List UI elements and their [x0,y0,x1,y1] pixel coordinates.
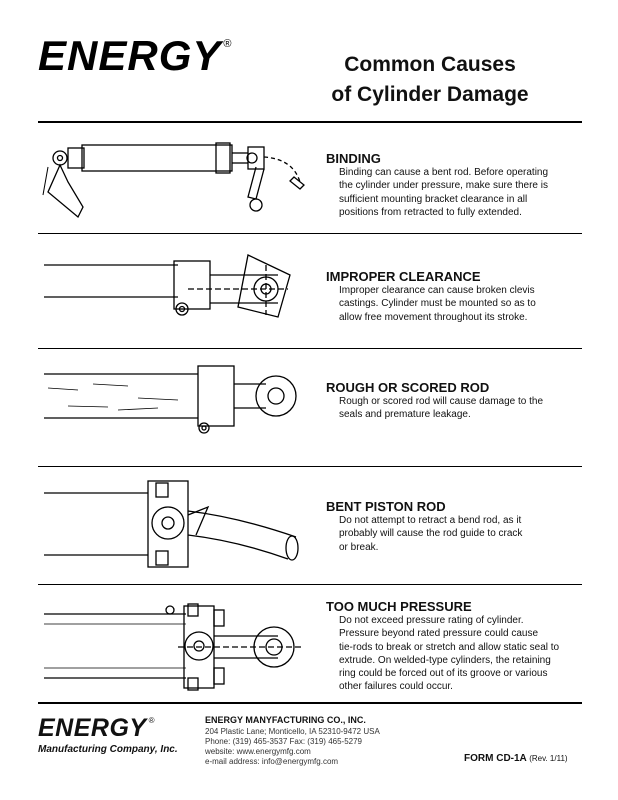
section-divider [38,233,582,234]
footer-logo [38,714,155,743]
header-divider [38,121,582,123]
section-body-rough-rod [339,395,577,422]
clearance-illustration [38,245,318,325]
text-line: or break. [339,541,379,553]
logo-text: ENERGY [38,32,222,79]
text-line: sufficient mounting bracket clearance in all [339,193,528,205]
registered-mark: ® [223,38,233,50]
section-body-too-much-pressure [339,614,577,694]
title-line-1: Common Causes [344,53,516,76]
rough-rod-illustration [38,358,318,440]
section-divider [38,348,582,349]
company-phone: Phone: (319) 465-3537 Fax: (319) 465-5279 [205,737,362,746]
bent-rod-illustration [38,475,318,575]
section-body-binding [339,166,577,219]
section-title-improper-clearance: IMPROPER CLEARANCE [326,269,481,284]
section-title-binding: BINDING [326,151,381,166]
text-line: seals and premature leakage. [339,409,471,421]
text-line: the cylinder under pressure, make sure there is [339,180,548,192]
footer-subtitle: Manufacturing Company, Inc. [38,744,178,755]
section-title-rough-rod: ROUGH OR SCORED ROD [326,380,490,395]
text-line: Do not attempt to retract a bend rod, as it [339,515,522,526]
footer-divider [38,702,582,704]
footer-registered-mark: ® [148,716,155,725]
text-line: extrude. On welded-type cylinders, the retaining [339,654,551,666]
text-line: Do not exceed pressure rating of cylinder. [339,615,524,626]
text-line: other failures could occur. [339,681,453,693]
text-line: Binding can cause a bent rod. Before operating [339,167,549,178]
section-divider [38,584,582,585]
section-body-bent-rod [339,514,577,554]
form-revision: (Rev. 1/11) [529,754,568,763]
company-website[interactable]: website: www.energymfg.com [205,747,311,756]
text-line: allow free movement throughout its stroke. [339,311,528,323]
text-line: Pressure beyond rated pressure could cause [339,628,539,640]
pressure-illustration [38,594,318,694]
section-body-improper-clearance [339,284,577,324]
section-title-bent-rod: BENT PISTON ROD [326,499,446,514]
section-divider [38,466,582,467]
text-line: castings. Cylinder must be mounted so as to [339,298,536,310]
document-title [290,50,570,110]
text-line: Improper clearance can cause broken clevis [339,285,535,296]
form-code [464,753,568,764]
company-name: ENERGY MANYFACTURING CO., INC. [205,715,366,725]
company-email[interactable]: e-mail address: info@energymfg.com [205,757,339,766]
title-line-2: of Cylinder Damage [331,83,529,106]
text-line: ring could be forced out of its groove or various [339,668,548,680]
text-line: probably will cause the rod guide to crack [339,528,523,540]
text-line: positions from retracted to fully extended. [339,206,522,218]
text-line: Rough or scored rod will cause damage to the [339,396,544,407]
form-number: FORM CD-1A [464,753,527,764]
brand-logo [38,32,232,80]
section-title-too-much-pressure: TOO MUCH PRESSURE [326,599,472,614]
company-address: 204 Plastic Lane; Monticello, IA 52310-9472 USA [205,727,380,736]
text-line: tie-rods to break or stretch and allow static seal to [339,641,560,653]
binding-illustration [38,137,318,227]
footer-logo-text: ENERGY [38,714,147,742]
